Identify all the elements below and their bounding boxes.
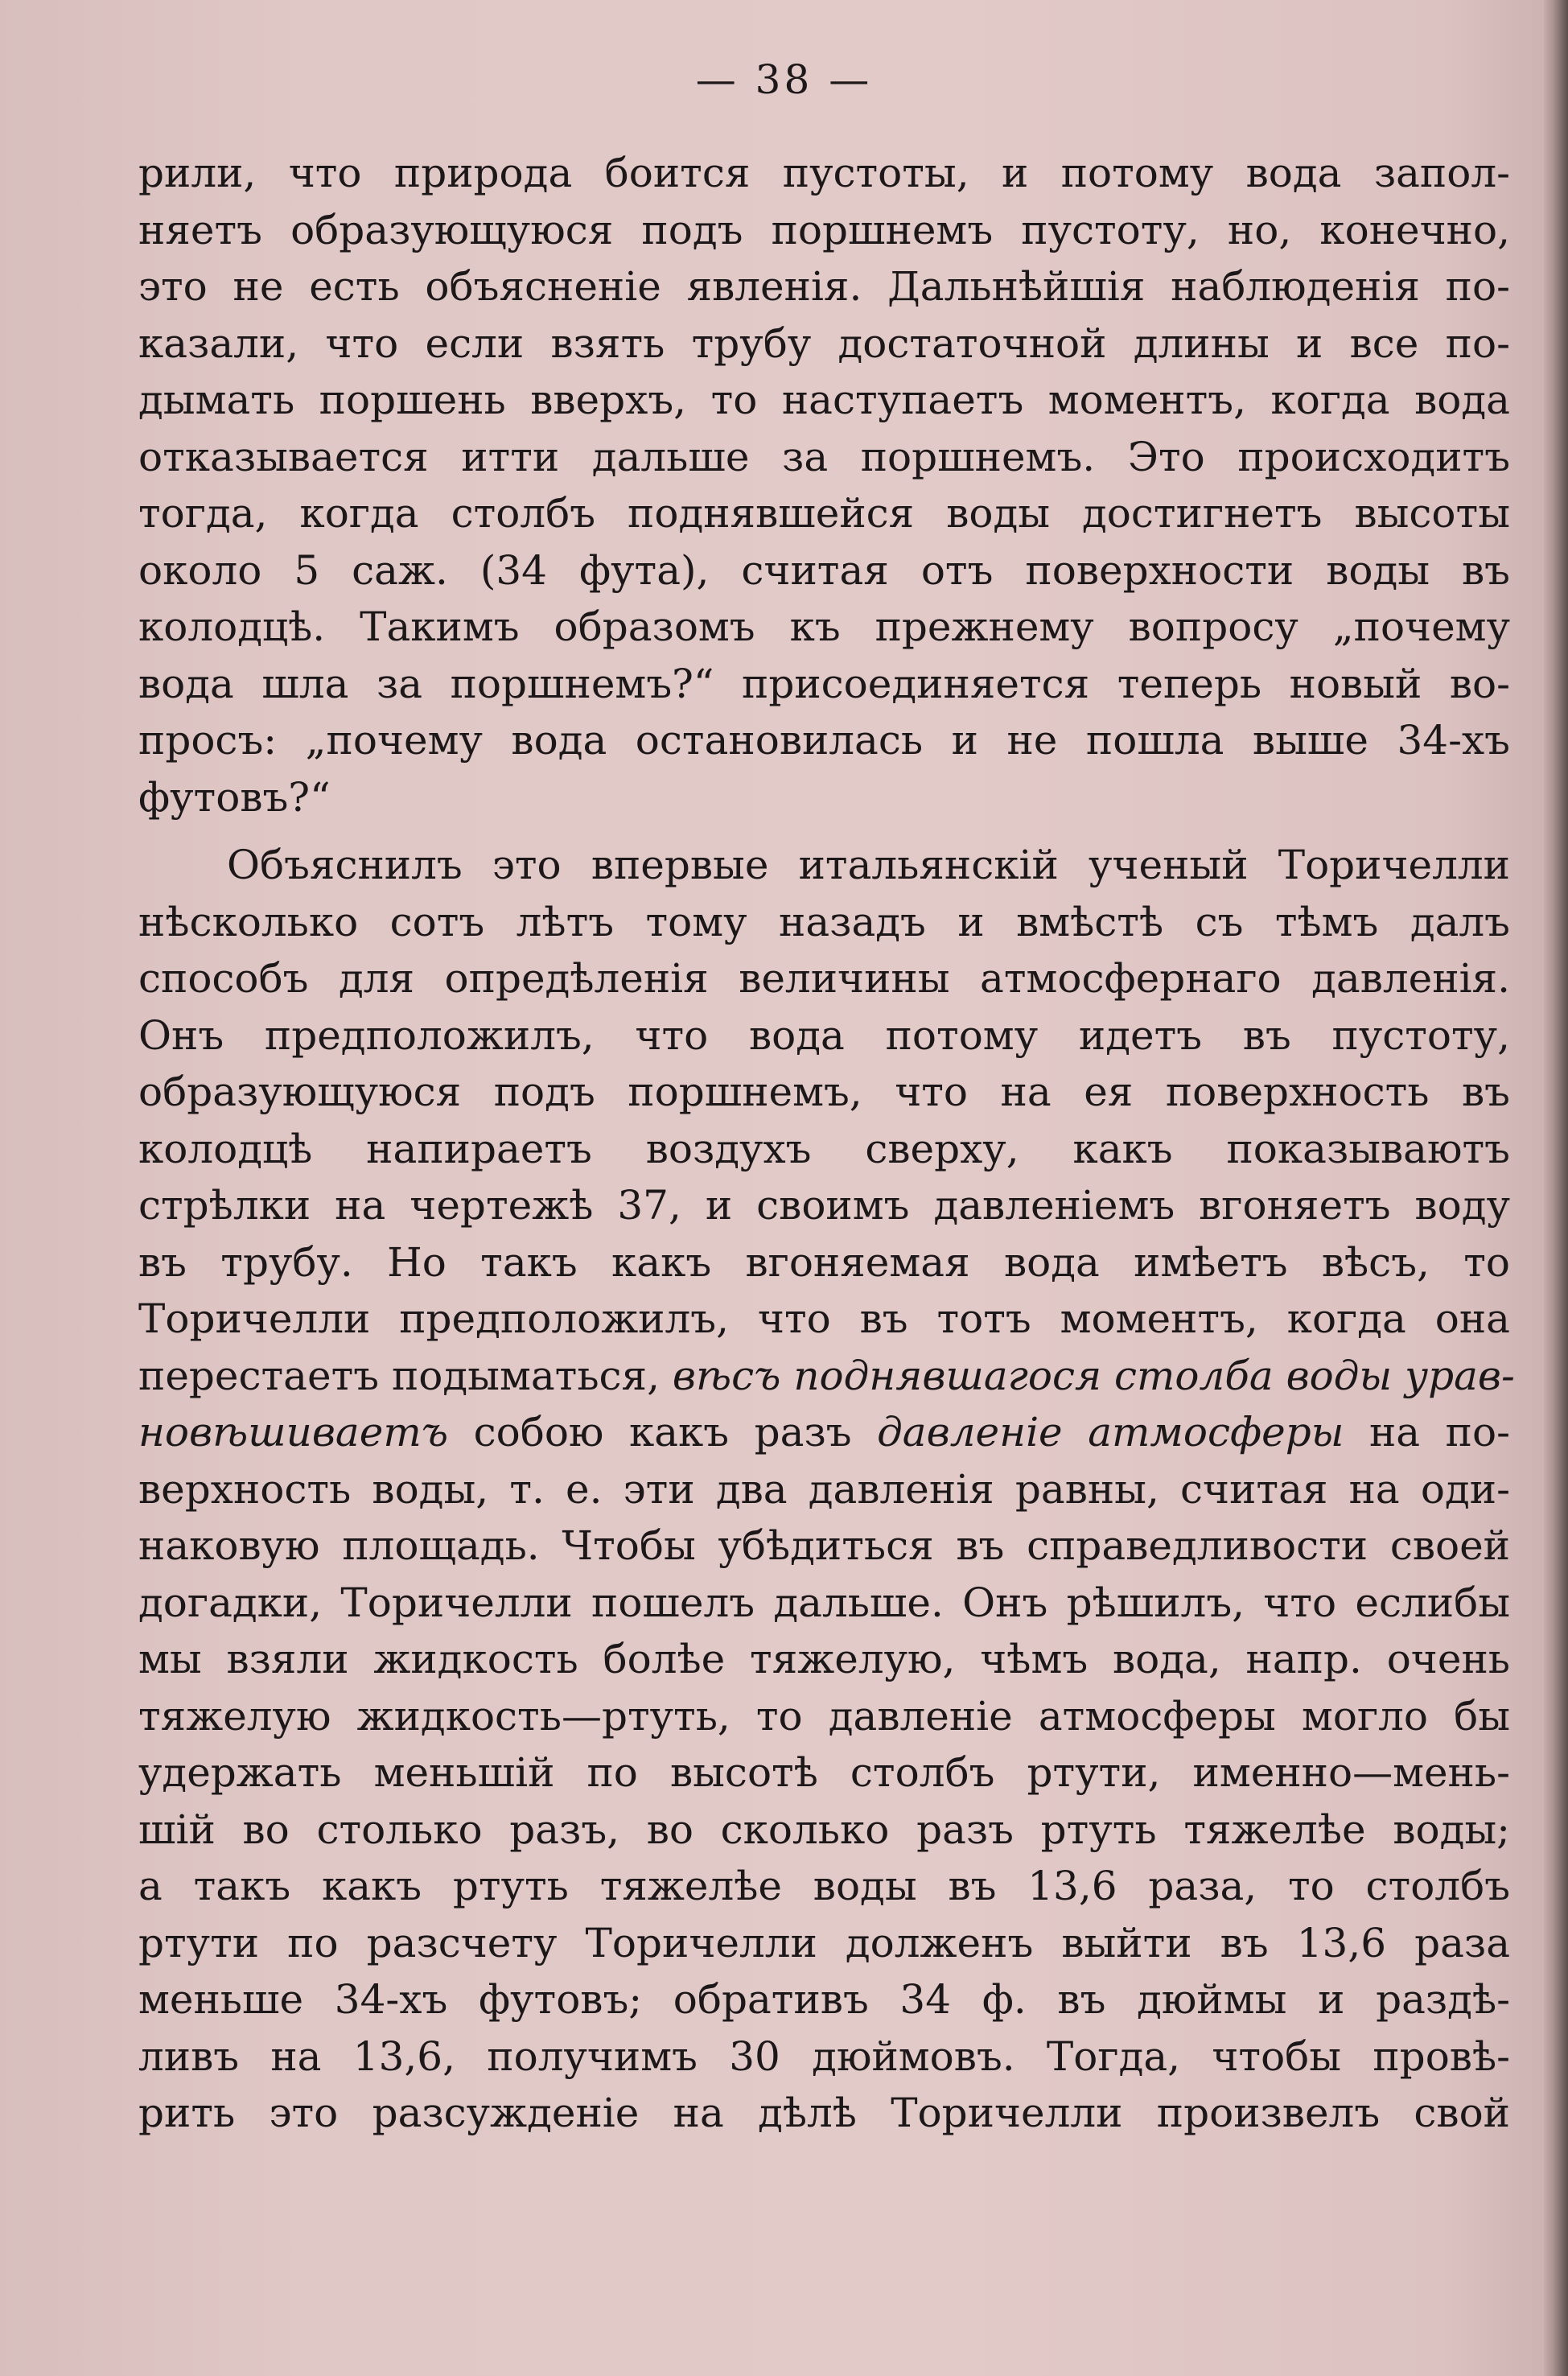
text-line: Объяснилъ это впервые итальянскій ученый Торичелли <box>227 842 1510 888</box>
italic-segment: вѣсъ поднявшагося столба воды урав- <box>672 1352 1515 1399</box>
body-text <box>138 145 1515 2142</box>
italic-segment: новѣшиваетъ <box>138 1409 449 1456</box>
text-line: образующуюся подъ поршнемъ, что на ея поверхность въ <box>138 1069 1510 1115</box>
text-line: удержать меньшій по высотѣ столбъ ртути, именно—мень- <box>138 1749 1510 1796</box>
text-line: въ трубу. Но такъ какъ вгоняемая вода имѣетъ вѣсъ, то <box>138 1238 1510 1286</box>
text-line: вода шла за поршнемъ?“ присоединяется теперь новый во- <box>138 660 1510 707</box>
text-line: рили, что природа боится пустоты, и потому вода запол- <box>138 150 1510 196</box>
text-line: меньше 34-хъ футовъ; обративъ 34 ф. въ дюймы и раздѣ- <box>138 1976 1510 2023</box>
paragraph-gap <box>138 826 1510 837</box>
text-line: способъ для опредѣленія величины атмосфернаго давленія. <box>138 955 1510 1002</box>
text-line: нѣсколько сотъ лѣтъ тому назадъ и вмѣстѣ съ тѣмъ далъ <box>138 898 1510 945</box>
text-line: наковую площадь. Чтобы убѣдиться въ справедливости своей <box>138 1522 1510 1569</box>
text-line: шій во столько разъ, во сколько разъ ртуть тяжелѣе воды; <box>138 1806 1510 1853</box>
text-line: Онъ предположилъ, что вода потому идетъ въ пустоту, <box>138 1011 1510 1059</box>
text-line: догадки, Торичелли пошелъ дальше. Онъ рѣшилъ, что еслибы <box>138 1579 1510 1626</box>
text-line: это не есть объясненіе явленія. Дальнѣйшія наблюденія по- <box>138 263 1510 310</box>
text-segment: собою какъ разъ <box>448 1409 878 1456</box>
text-line: тогда, когда столбъ поднявшейся воды достигнетъ высоты <box>138 490 1510 537</box>
text-segment: на по- <box>1344 1409 1510 1456</box>
text-line: верхность воды, т. е. эти два давленія равны, считая на оди- <box>138 1465 1510 1513</box>
text-line: няетъ образующуюся подъ поршнемъ пустоту, но, конечно, <box>138 206 1510 253</box>
text-line: а такъ какъ ртуть тяжелѣе воды въ 13,6 раза, то столбъ <box>138 1863 1510 1909</box>
text-line: колодцѣ. Такимъ образомъ къ прежнему вопросу „почему <box>138 603 1510 650</box>
text-line: мы взяли жидкость болѣе тяжелую, чѣмъ вода, напр. очень <box>138 1636 1510 1682</box>
text-line: около 5 саж. (34 фута), считая отъ поверхности воды въ <box>138 546 1510 594</box>
page-edge <box>1544 0 1568 2376</box>
text-line: ливъ на 13,6, получимъ 30 дюймовъ. Тогда, чтобы провѣ- <box>138 2032 1510 2080</box>
text-line: футовъ?“ <box>138 773 331 821</box>
text-line: казали, что если взять трубу достаточной длины и все по- <box>138 319 1510 367</box>
text-line: отказывается итти дальше за поршнемъ. Это происходитъ <box>138 433 1510 480</box>
text-line: тяжелую жидкость—ртуть, то давленіе атмосферы могло бы <box>138 1692 1510 1740</box>
text-line-mixed <box>138 1404 1510 1461</box>
text-line: ртути по разсчету Торичелли долженъ выйти въ 13,6 раза <box>138 1919 1510 1966</box>
text-line: колодцѣ напираетъ воздухъ сверху, какъ показываютъ <box>138 1125 1510 1172</box>
text-segment: перестаетъ подыматься, <box>138 1352 673 1399</box>
text-line: Торичелли предположилъ, что въ тотъ моментъ, когда она <box>138 1295 1510 1342</box>
text-line: стрѣлки на чертежѣ 37, и своимъ давленіемъ вгоняетъ воду <box>138 1182 1510 1229</box>
italic-segment: давленіе атмосферы <box>877 1409 1344 1456</box>
text-line-mixed <box>138 1348 1515 1405</box>
page-number: — 38 — <box>695 56 873 103</box>
text-line: просъ: „почему вода остановилась и не пошла выше 34-хъ <box>138 717 1510 764</box>
text-line: дымать поршень вверхъ, то наступаетъ моментъ, когда вода <box>138 377 1510 423</box>
text-line: рить это разсужденіе на дѣлѣ Торичелли произвелъ свой <box>138 2090 1510 2136</box>
